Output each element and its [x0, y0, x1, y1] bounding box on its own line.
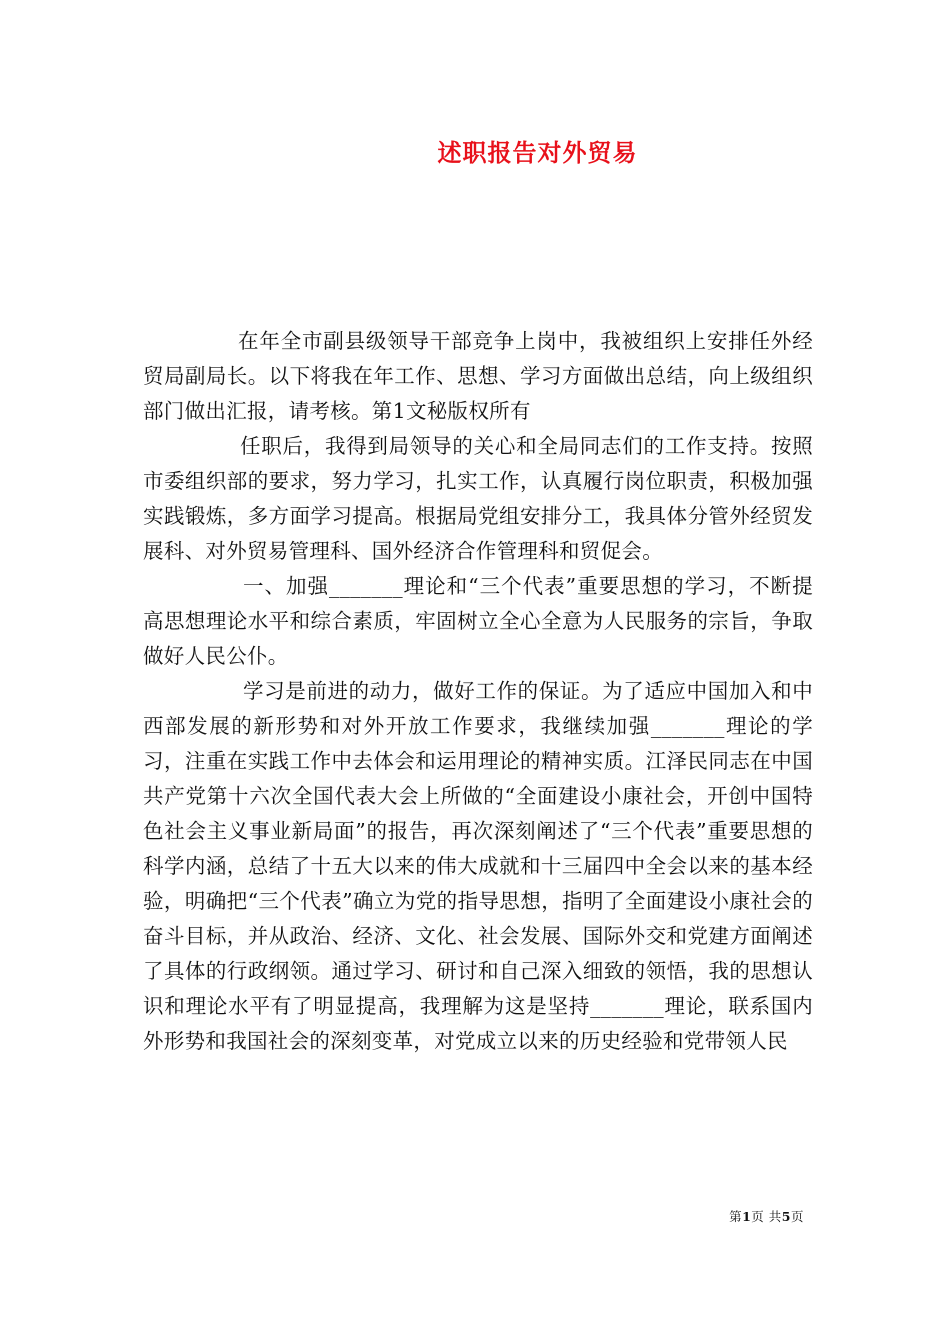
- document-title: 述职报告对外贸易: [437, 138, 638, 167]
- paragraph-intro: 在年全市副县级领导干部竞争上岗中，我被组织上安排任外经贸局副局长。以下将我在年工作、思想、学习方面做出总结，向上级组织部门做出汇报，请考核。第1文秘版权所有: [143, 329, 813, 423]
- footer-middle: 页 共: [751, 1209, 782, 1224]
- footer-prefix: 第: [729, 1209, 743, 1224]
- paragraph-appointment: 任职后，我得到局领导的关心和全局同志们的工作支持。按照市委组织部的要求，努力学习，扎实工作，认真履行岗位职责，积极加强实践锻炼，多方面学习提高。根据局党组安排分工，我具体分管外经贸发展科、对外贸易管理科、国外经济合作管理科和贸促会。: [143, 434, 813, 563]
- document-body: [143, 324, 813, 1059]
- paragraph-study: 学习是前进的动力，做好工作的保证。为了适应中国加入和中西部发展的新形势和对外开放工作要求，我继续加强_______理论的学习，注重在实践工作中去体会和运用理论的精神实质。江泽民同志在中国共产党第十六次全国代表大会上所做的“全面建设小康社会，开创中国特色社会主义事业新局面”的报告，再次深刻阐述了“三个代表”重要思想的科学内涵，总结了十五大以来的伟大成就和十三届四中全会以来的基本经验，明确把“三个代表”确立为党的指导思想，指明了全面建设小康社会的奋斗目标，并从政治、经济、文化、社会发展、国际外交和党建方面阐述了具体的行政纲领。通过学习、研讨和自己深入细致的领悟，我的思想认识和理论水平有了明显提高，我理解为这是坚持_______理论，联系国内外形势和我国社会的深刻变革，对党成立以来的历史经验和党带领人民: [143, 679, 813, 1053]
- footer-suffix: 页: [790, 1209, 804, 1224]
- paragraph-section-one-heading: 一、加强_______理论和“三个代表”重要思想的学习，不断提高思想理论水平和综合素质，牢固树立全心全意为人民服务的宗旨，争取做好人民公仆。: [143, 574, 813, 668]
- total-pages-number: 5: [781, 1209, 791, 1224]
- current-page-number: 1: [742, 1209, 752, 1224]
- page-footer: [729, 1207, 804, 1225]
